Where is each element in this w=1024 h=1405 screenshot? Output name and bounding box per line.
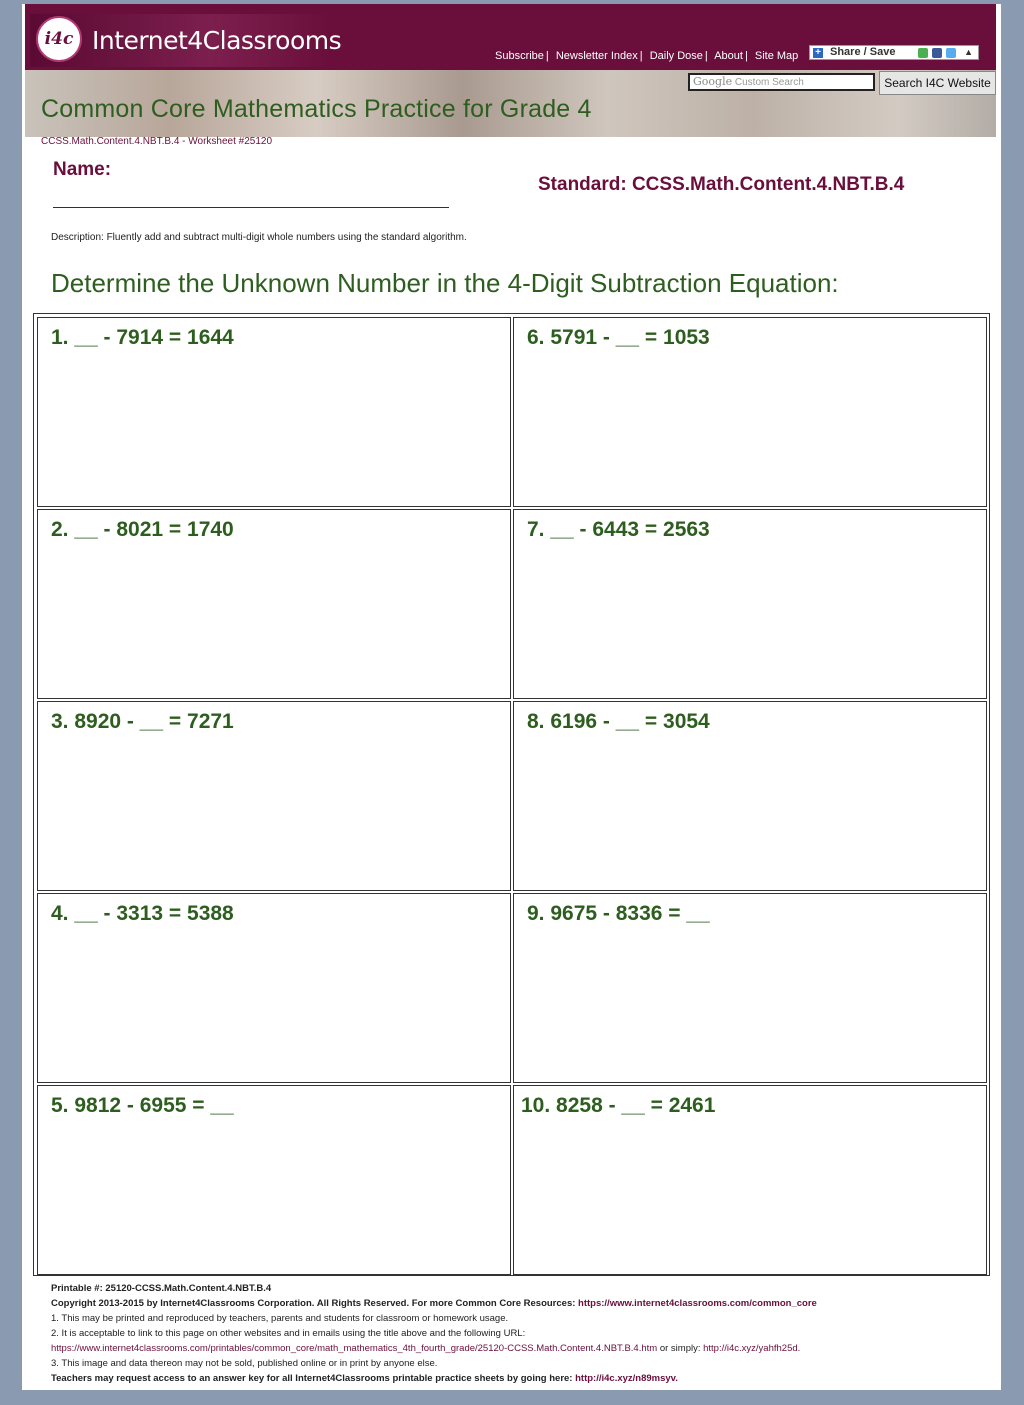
google-logo: Google — [693, 75, 733, 88]
footer-urls — [51, 1341, 991, 1356]
question-text: 10. 8258 - __ = 2461 — [521, 1094, 716, 1117]
footer — [51, 1281, 991, 1386]
footer-note-3: 3. This image and data thereon may not be sold, published online or in print by anyone else. — [51, 1358, 438, 1369]
chevron-updown-icon: ▲ — [964, 47, 973, 57]
question-cell — [513, 893, 987, 1083]
nav-daily-dose[interactable]: Daily Dose — [649, 50, 703, 62]
question-cell — [37, 893, 511, 1083]
share-save-button[interactable] — [809, 45, 979, 60]
question-cell — [37, 1085, 511, 1275]
question-grid — [33, 313, 990, 1276]
question-text: 9. 9675 - 8336 = __ — [527, 902, 710, 925]
nav-subscribe[interactable]: Subscribe — [495, 50, 544, 62]
top-nav — [495, 50, 798, 62]
question-text: 5. 9812 - 6955 = __ — [51, 1094, 234, 1117]
nav-site-map[interactable]: Site Map — [754, 50, 799, 62]
worksheet-link[interactable]: https://www.internet4classrooms.com/printables/common_core/math_mathematics_4th_fourth_grade/25120-CCSS.Math.Content.4.NBT.B.4.htm — [51, 1343, 658, 1354]
page-title: Common Core Mathematics Practice for Grade 4 — [41, 95, 592, 123]
search-button[interactable]: Search I4C Website — [879, 71, 996, 95]
nav-separator: | — [545, 50, 549, 62]
site-logo[interactable] — [30, 14, 342, 67]
facebook-icon — [932, 48, 942, 58]
share-plus-icon: + — [813, 48, 823, 58]
answer-key-text: Teachers may request access to an answer key for all Internet4Classrooms printable practice sheets by going here: — [51, 1373, 573, 1384]
email-share-icon — [918, 48, 928, 58]
twitter-icon — [946, 48, 956, 58]
short-link[interactable]: http://i4c.xyz/yahfh25d. — [703, 1343, 801, 1354]
nav-about[interactable]: About — [714, 50, 743, 62]
question-text: 7. __ - 6443 = 2563 — [527, 518, 710, 541]
answer-key-note — [51, 1371, 991, 1386]
question-cell — [513, 509, 987, 699]
common-core-link[interactable]: https://www.internet4classrooms.com/common_core — [578, 1298, 817, 1309]
worksheet-id: CCSS.Math.Content.4.NBT.B.4 - Worksheet #25120 — [41, 136, 273, 147]
site-header — [25, 4, 996, 70]
question-cell — [513, 317, 987, 507]
question-text: 4. __ - 3313 = 5388 — [51, 902, 234, 925]
copyright — [51, 1296, 991, 1311]
printable-number: Printable #: 25120-CCSS.Math.Content.4.NBT.B.4 — [51, 1283, 272, 1294]
share-label: Share / Save — [830, 46, 896, 58]
question-cell — [513, 1085, 987, 1275]
section-title: Determine the Unknown Number in the 4-Digit Subtraction Equation: — [51, 268, 839, 298]
question-cell — [513, 701, 987, 891]
name-label: Name: — [53, 159, 112, 180]
footer-note-1: 1. This may be printed and reproduced by teachers, parents and students for classroom or homework usage. — [51, 1313, 509, 1324]
name-line — [53, 207, 449, 208]
or-text: or simply: — [657, 1343, 704, 1354]
question-text: 3. 8920 - __ = 7271 — [51, 710, 234, 733]
nav-newsletter-index[interactable]: Newsletter Index — [555, 50, 638, 62]
question-text: 1. __ - 7914 = 1644 — [51, 326, 234, 349]
question-cell — [37, 317, 511, 507]
nav-separator: | — [744, 50, 748, 62]
description: Description: Fluently add and subtract multi-digit whole numbers using the standard algorithm. — [51, 232, 467, 243]
logo-mark: i4c — [36, 16, 82, 62]
nav-separator: | — [704, 50, 708, 62]
search-input[interactable] — [688, 73, 875, 91]
question-text: 6. 5791 - __ = 1053 — [527, 326, 710, 349]
question-cell — [37, 509, 511, 699]
question-cell — [37, 701, 511, 891]
answer-key-link[interactable]: http://i4c.xyz/n89msyv. — [575, 1373, 678, 1384]
page — [22, 4, 1001, 1390]
copyright-text: Copyright 2013-2015 by Internet4Classrooms Corporation. All Rights Reserved. For more Common Core Resources: — [51, 1298, 576, 1309]
footer-note-2: 2. It is acceptable to link to this page on other websites and in emails using the title above and the following URL: — [51, 1328, 526, 1339]
question-text: 2. __ - 8021 = 1740 — [51, 518, 234, 541]
logo-text: Internet4Classrooms — [92, 26, 342, 55]
standard-label: Standard: CCSS.Math.Content.4.NBT.B.4 — [538, 174, 905, 195]
nav-separator: | — [639, 50, 643, 62]
question-text: 8. 6196 - __ = 3054 — [527, 710, 710, 733]
search-placeholder: Custom Search — [734, 77, 804, 88]
